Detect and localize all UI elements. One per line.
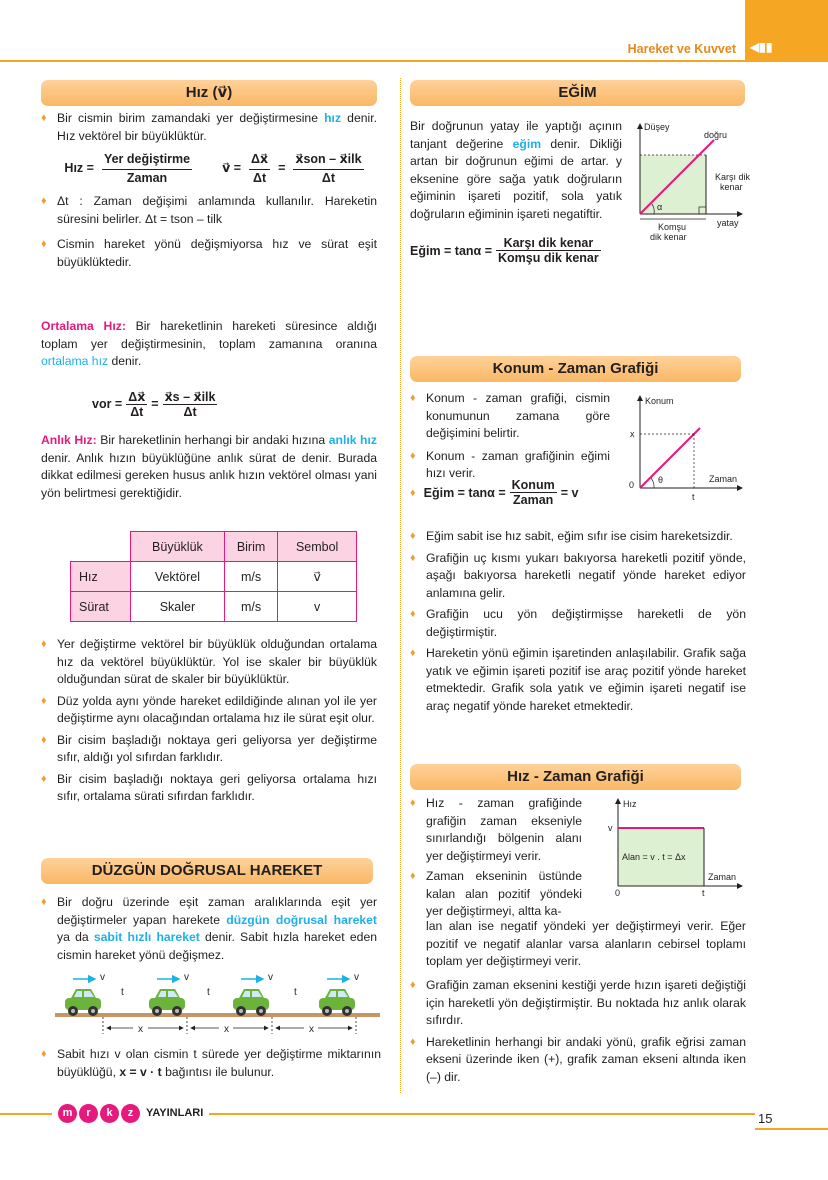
list-item: ♦ Grafiğin zaman eksenini kestiği yerde hızın işareti değiştiği için hareketli yön değiştirmiştir. Bu noktada hız anlık olarak sıfırdır. — [410, 977, 746, 1030]
ortalama-formula: vor = $\frac{\Delta x⃗}{\Delta t}$ = $\frac{\text{x⃗s – x⃗ilk}}{\Delta t}$ — [92, 390, 216, 419]
hizzaman-cont: lan alan ise negatif yöndeki yer değiştirmeyi verir. Eğer pozitif ve negatif alanlar varsa alanların cebirsel toplamı toplam yer değiştirmeyi verir. — [426, 919, 746, 968]
karsi-label: Karşı dik — [715, 172, 751, 182]
car-icon — [149, 989, 185, 1016]
komsu-label: dik kenar — [650, 232, 687, 242]
origin-label: 0 — [615, 888, 621, 898]
konum-intro — [410, 390, 610, 483]
page-number: 15 — [755, 1108, 828, 1130]
list-item: ♦ Yer değiştirme vektörel bir büyüklük olduğundan ortalama hız da vektörel büyüklüktür. Yol ise skaler bir büyüklük olduğundan sürat de skaler bir büyüklüktür. — [41, 636, 377, 689]
section-title-konum: Konum - Zaman Grafiği — [410, 356, 741, 382]
logo-letter: r — [79, 1104, 98, 1123]
logo-letter: k — [100, 1104, 119, 1123]
theta-label: θ — [658, 475, 664, 485]
zaman-axis-label: Zaman — [708, 872, 737, 882]
komsu-label: Komşu — [658, 222, 687, 232]
delta-t-note: ♦ Δt : Zaman değişimi anlamında kullanılır. Hareketin süresini belirler. Δt = tson – tilk — [41, 193, 377, 228]
arrow-left-icon: ◀▮▮ — [750, 40, 773, 54]
x-label: x — [224, 1024, 229, 1035]
hiz-definition: ♦ Bir cismin birim zamandaki yer değiştirmesine hız denir. Hız vektörel bir büyüklüktür. — [41, 110, 377, 145]
list-item: ♦ Grafiğin ucu yön değiştirmişse hareketli de yön değiştirmiştir. — [410, 606, 746, 641]
list-item: ♦ Bir cisim başladığı noktaya geri geliyorsa yer değiştirme sıfır, aldığı yol sıfırdan farklıdır. — [41, 732, 377, 767]
header-rule — [0, 60, 828, 62]
egim-formula: Eğim = tanα = $\frac{\text{Karşı dik kenar}}{\text{Komşu dik kenar}}$ — [410, 236, 599, 265]
t-label: t — [294, 987, 297, 998]
egim-definition: Bir doğrunun yatay ile yaptığı açının tanjant değerine eğim denir. Dikliği artan bir doğrunun eğimi de artar. y eksenine göre sağa yatık doğruların eğiminin işareti pozitif, sola yatık doğruların eğiminin işareti negatiftir. — [410, 119, 622, 221]
x-tick: x — [630, 429, 635, 439]
slope-diagram — [622, 118, 751, 250]
quantity-table — [70, 531, 357, 622]
column-divider — [400, 78, 401, 1093]
x-label: x — [138, 1024, 143, 1035]
table-row: Sürat Skaler m/s v — [71, 592, 357, 622]
hiz-section — [41, 110, 377, 271]
car-icon — [233, 989, 269, 1016]
notes-list — [41, 636, 377, 806]
hiz-surat-note: ♦ Cismin hareket yönü değişmiyorsa hız ve sürat eşit büyüklüktedir. — [41, 236, 377, 271]
konum-axis-label: Konum — [645, 396, 674, 406]
table-header: Büyüklük — [131, 532, 225, 562]
section-title-egim: EĞİM — [410, 80, 745, 106]
logo-letter: z — [121, 1104, 140, 1123]
table-header: Birim — [224, 532, 277, 562]
konum-zaman-graph — [622, 390, 746, 502]
x-equals-vt-note: ♦ Sabit hızı v olan cismin t sürede yer değiştirme miktarının büyüklüğü, x = v · t bağıntısı ile bulunur. — [41, 1046, 381, 1081]
t-tick: t — [692, 492, 695, 502]
dusey-label: Düşey — [644, 122, 670, 132]
yatay-label: yatay — [717, 218, 739, 228]
list-item: ♦ Hız - zaman grafiğinde grafiğin zaman ekseniyle sınırlandığı bölgenin alanı yer değiştirmeyi verir. — [410, 795, 582, 865]
hizzaman-list — [410, 977, 746, 1086]
konum-formula: ♦ Eğim = tanα = $\frac{\text{Konum}}{\text{Zaman}}$ = v — [410, 478, 579, 507]
alpha-label: α — [657, 202, 663, 212]
ortalama-hiz-paragraph: Ortalama Hız: Bir hareketlinin hareketi süresince aldığı toplam yer değiştirmesinin, toplam zamanına oranına ortalama hız denir. — [41, 319, 377, 368]
car-icon — [65, 989, 101, 1016]
section-title-duzgun: DÜZGÜN DOĞRUSAL HAREKET — [41, 858, 373, 884]
karsi-label: kenar — [720, 182, 743, 192]
table-row: Hız Vektörel m/s v⃗ — [71, 562, 357, 592]
list-item: ♦ Hareketin yönü eğimin işaretinden anlaşılabilir. Grafik sağa yatık ve eğimin işareti pozitif ise araç pozitif yönde hareket etmektedir. Grafik sola yatık ve eğimin işareti negatif ise araç negatif yönde hareket etmektedir. — [410, 645, 746, 715]
chapter-title: Hareket ve Kuvvet — [627, 42, 736, 56]
v-label: v — [184, 972, 189, 983]
dogru-label: doğru — [704, 130, 728, 140]
list-item: ♦ Bir cisim başladığı noktaya geri geliyorsa ortalama hızı sıfır, ortalama sürati sıfırdan farklıdır. — [41, 771, 377, 806]
logo-letter: m — [58, 1104, 77, 1123]
v-label: v — [354, 972, 359, 983]
section-title-hiz: Hız (v⃗) — [41, 80, 377, 106]
list-item: ♦ Eğim sabit ise hız sabit, eğim sıfır ise cisim hareketsizdir. — [410, 528, 746, 546]
section-title-hizzaman: Hız - Zaman Grafiği — [410, 764, 741, 790]
hiz-zaman-graph — [600, 795, 746, 901]
publisher-name: YAYINLARI — [146, 1107, 204, 1119]
list-item: ♦ Düz yolda aynı yönde hareket edildiğinde alınan yol ile yer değiştirme aynı olacağından ortalama hız ile sürat eşit olur. — [41, 693, 377, 728]
table-header: Sembol — [278, 532, 357, 562]
v-tick: v — [608, 823, 613, 833]
t-tick: t — [702, 888, 705, 898]
origin-label: 0 — [629, 480, 635, 490]
v-label: v — [100, 972, 105, 983]
hiz-axis-label: Hız — [623, 799, 637, 809]
t-label: t — [121, 987, 124, 998]
list-item: ♦ Zaman ekseninin üstünde kalan alan pozitif yöndeki yer değiştirmeyi, altta ka- — [410, 868, 582, 921]
list-item: ♦ Konum - zaman grafiği, cismin konumunun zamana göre değişimini belirtir. — [410, 390, 610, 443]
duzgun-definition: ♦ Bir doğru üzerinde eşit zaman aralıklarında eşit yer değiştirmeler yapan harekete düzgün doğrusal hareket ya da sabit hızlı hareket denir. Sabit hızla hareket eden cismin hareket yönü değişmez. — [41, 894, 377, 964]
x-label: x — [309, 1024, 314, 1035]
publisher-logo — [52, 1102, 209, 1124]
v-label: v — [268, 972, 273, 983]
table-corner — [71, 532, 131, 562]
list-item: ♦ Hareketlinin herhangi bir andaki yönü, grafik eğrisi zaman ekseni üzerinde iken (+), grafik zaman ekseni altında iken (–) dir. — [410, 1034, 746, 1087]
anlik-hiz-paragraph: Anlık Hız: Bir hareketlinin herhangi bir andaki hızına anlık hız denir. Anlık hızın büyüklüğüne anlık sürat de denir. Burada dikkat edilmesi gereken husus anlık hızın vektörel olması yani yön belirtmesi gerektiğidir. — [41, 433, 377, 500]
konum-list — [410, 528, 746, 715]
t-label: t — [207, 987, 210, 998]
constant-velocity-cars-diagram — [55, 968, 380, 1040]
list-item: ♦ Konum - zaman grafiğinin eğimi hızı verir. — [410, 448, 610, 483]
area-label: Alan = v . t = Δx — [622, 852, 686, 862]
hiz-formula: Hız = $\frac{\text{Yer değiştirme}}{\text{Zaman}}$ v⃗ = $\frac{\Delta x⃗}{\Delta t}$ = $\frac{\text{x⃗son – x⃗ilk}}{\Delta t}$ — [64, 152, 362, 185]
hizzaman-intro — [410, 795, 582, 921]
car-icon — [319, 989, 355, 1016]
zaman-axis-label: Zaman — [709, 474, 738, 484]
list-item: ♦ Grafiğin uç kısmı yukarı bakıyorsa hareketli pozitif yönde, aşağı bakıyorsa hareketli negatif yönde hareket ediyor anlamına gelir. — [410, 550, 746, 603]
